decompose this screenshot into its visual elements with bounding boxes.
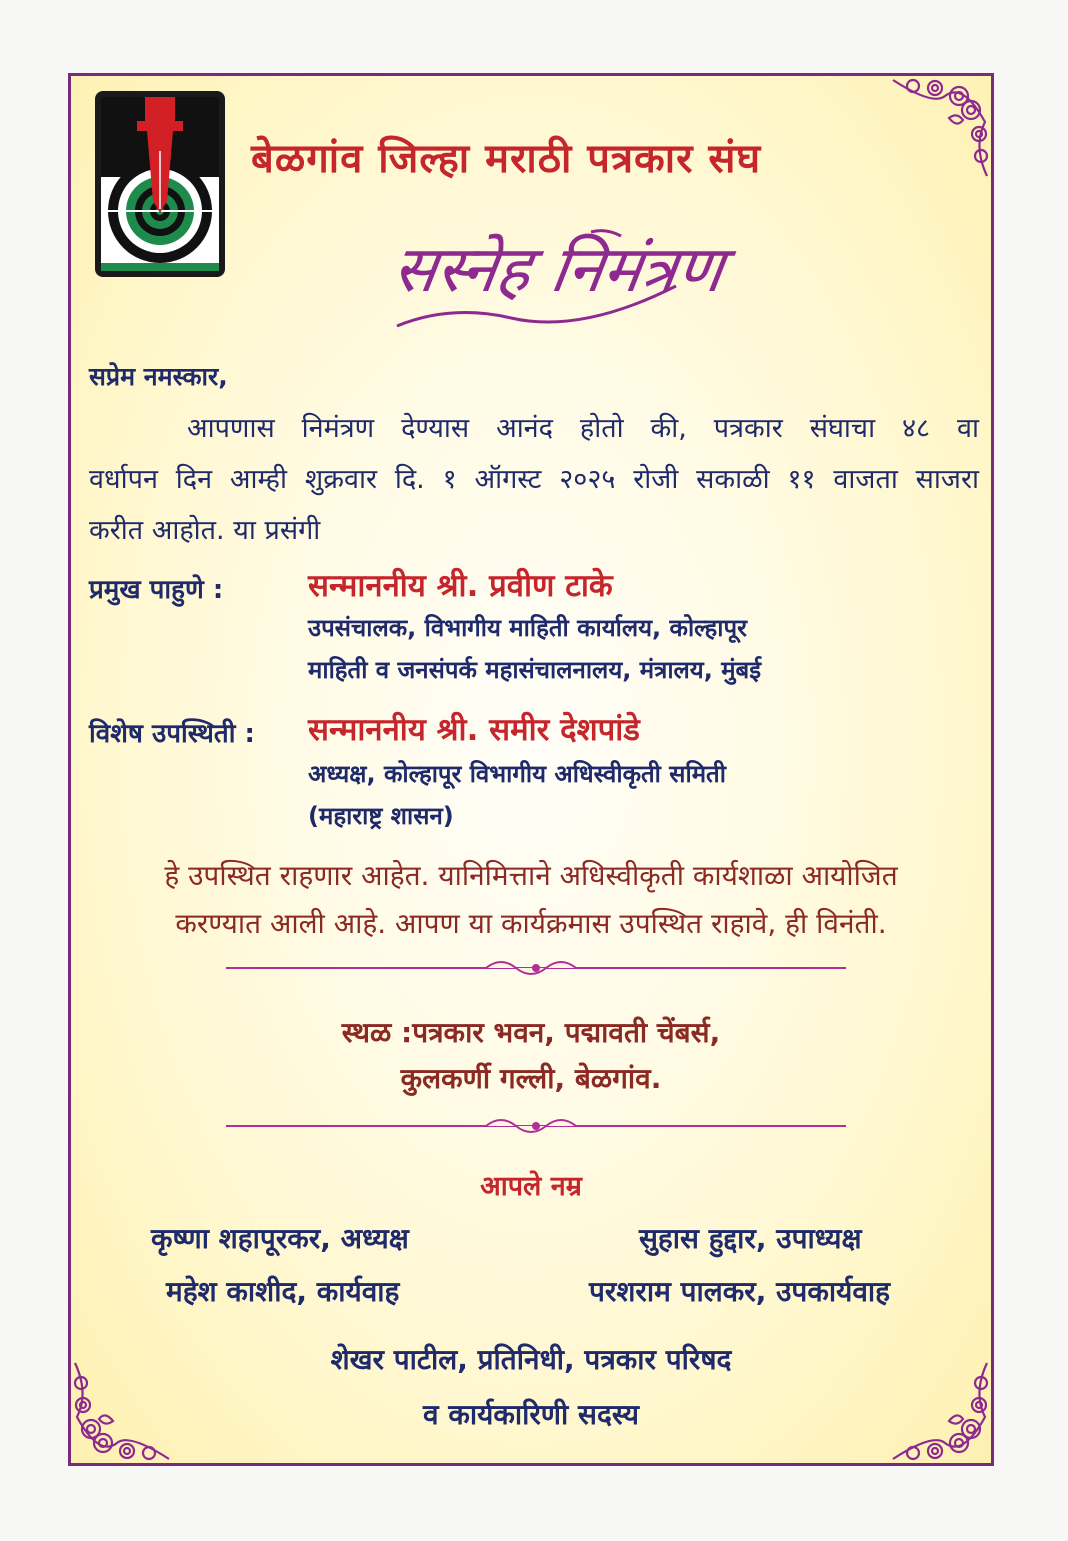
signatory-representative: शेखर पाटील, प्रतिनिधी, पत्रकार परिषद bbox=[330, 1343, 732, 1376]
union-logo bbox=[95, 91, 225, 277]
intro-line-1: आपणास निमंत्रण देण्यास आनंद होतो की, पत्रकार संघाचा ४८ वा bbox=[187, 413, 979, 444]
special-guest-designation-1: अध्यक्ष, कोल्हापूर विभागीय अधिस्वीकृती समिती bbox=[308, 760, 726, 788]
closing-line-2: करण्यात आली आहे. आपण या कार्यक्रमास उपस्थित राहावे, ही विनंती. bbox=[175, 907, 887, 940]
greeting: सप्रेम नमस्कार, bbox=[89, 362, 228, 391]
special-guest-name: सन्माननीय श्री. समीर देशपांडे bbox=[308, 712, 640, 748]
invite-title: सस्नेह निमंत्रण bbox=[388, 233, 729, 307]
signatory-joint-secretary: परशराम पालकर, उपकार्यवाह bbox=[589, 1275, 891, 1308]
chief-guest-name: सन्माननीय श्री. प्रवीण टाके bbox=[308, 568, 613, 604]
chief-guest-label: प्रमुख पाहुणे : bbox=[89, 575, 224, 605]
executive-members: व कार्यकारिणी सदस्य bbox=[423, 1398, 639, 1431]
signatory-secretary: महेश काशीद, कार्यवाह bbox=[166, 1275, 400, 1308]
special-guest-designation-2: (महाराष्ट्र शासन) bbox=[308, 802, 454, 830]
invitation-card bbox=[68, 73, 994, 1466]
signatory-vice-president: सुहास हुद्दार, उपाध्यक्ष bbox=[639, 1222, 862, 1255]
ornamental-divider bbox=[226, 958, 846, 978]
chief-guest-designation-1: उपसंचालक, विभागीय माहिती कार्यालय, कोल्हापूर bbox=[308, 614, 747, 642]
intro-paragraph bbox=[89, 403, 979, 556]
venue-line-2: कुलकर्णी गल्ली, बेळगांव. bbox=[400, 1062, 662, 1095]
intro-line-2: वर्धापन दिन आम्ही शुक्रवार दि. १ ऑगस्ट २०२५ रोजी सकाळी ११ वाजता साजरा bbox=[89, 464, 979, 495]
venue-line-1: स्थळ :पत्रकार भवन, पद्मावती चेंबर्स, bbox=[341, 1016, 721, 1049]
signatory-president: कृष्णा शहापूरकर, अध्यक्ष bbox=[151, 1222, 409, 1255]
intro-line-3: करीत आहोत. या प्रसंगी bbox=[89, 515, 321, 546]
special-guest-label: विशेष उपस्थिती : bbox=[89, 719, 255, 749]
org-title: बेळगांव जिल्हा मराठी पत्रकार संघ bbox=[251, 136, 762, 182]
closing-line-1: हे उपस्थित राहणार आहेत. यानिमित्ताने अधिस्वीकृती कार्यशाळा आयोजित bbox=[164, 859, 898, 892]
ornamental-divider bbox=[226, 1116, 846, 1136]
chief-guest-designation-2: माहिती व जनसंपर्क महासंचालनालय, मंत्रालय, मुंबई bbox=[308, 656, 762, 684]
signatories-heading: आपले नम्र bbox=[480, 1171, 582, 1202]
